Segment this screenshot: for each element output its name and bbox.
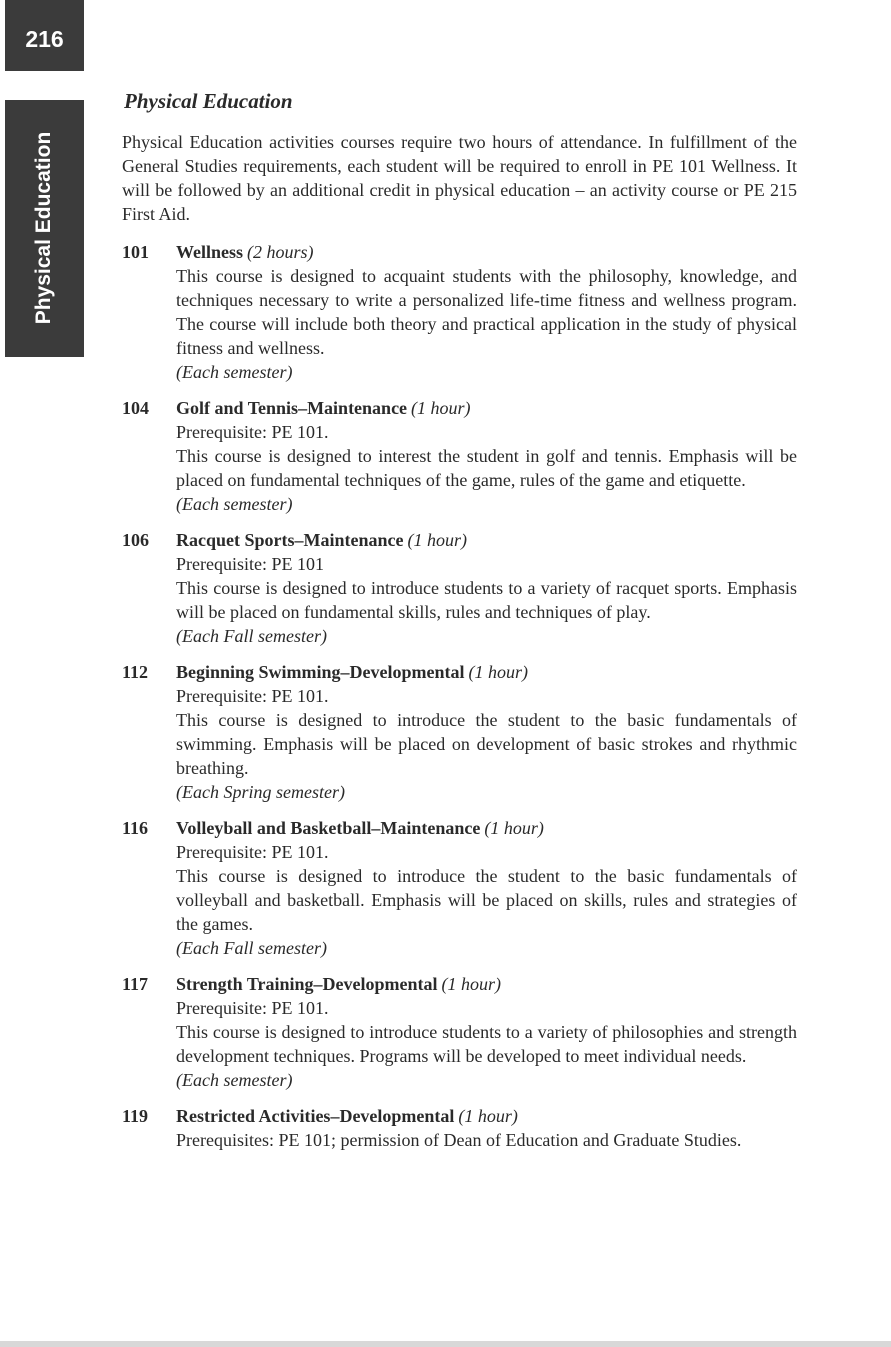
course-number: 112	[122, 662, 149, 682]
course-entry	[122, 396, 797, 516]
course-schedule: (Each Spring semester)	[176, 782, 345, 802]
course-description: This course is designed to introduce the student to the basic fundamentals of swimming. Emphasis will be placed on development of basic strokes and rhythmic breathing.	[176, 710, 797, 778]
course-title: Volleyball and Basketball–Maintenance	[176, 818, 481, 838]
course-schedule: (Each semester)	[176, 494, 293, 514]
course-description: This course is designed to acquaint students with the philosophy, knowledge, and techniques necessary to write a personalized life-time fitness and wellness program. The course will include both theory and practical application in the study of physical fitness and wellness.	[176, 266, 797, 358]
course-entry	[122, 528, 797, 648]
course-entry	[122, 660, 797, 804]
course-number: 116	[122, 818, 149, 838]
course-heading	[122, 660, 797, 684]
course-schedule: (Each semester)	[176, 1070, 293, 1090]
page-number-tab	[5, 0, 84, 71]
course-prerequisite: Prerequisites: PE 101; permission of Dean of Education and Graduate Studies.	[176, 1130, 742, 1150]
course-heading	[122, 1104, 797, 1128]
course-list	[122, 240, 797, 1152]
course-body	[176, 840, 797, 960]
course-body	[176, 264, 797, 384]
course-heading	[122, 396, 797, 420]
course-prerequisite: Prerequisite: PE 101	[176, 554, 324, 574]
course-hours: (1 hour)	[441, 974, 502, 994]
course-title: Wellness	[176, 242, 244, 262]
course-body	[176, 1128, 797, 1152]
page-title: Physical Education	[124, 89, 293, 113]
course-title: Strength Training–Developmental	[176, 974, 438, 994]
course-body	[176, 684, 797, 804]
section-tab	[5, 100, 84, 357]
course-entry	[122, 972, 797, 1092]
course-number: 117	[122, 974, 149, 994]
intro-paragraph: Physical Education activities courses require two hours of attendance. In fulfillment of the General Studies requirements, each student will be required to enroll in PE 101 Wellness. It will be followed by an additional credit in physical education – an activity course or PE 215 First Aid.	[122, 132, 797, 224]
course-prerequisite: Prerequisite: PE 101.	[176, 998, 329, 1018]
course-heading	[122, 816, 797, 840]
course-entry	[122, 240, 797, 384]
page-bottom-edge	[0, 1341, 891, 1347]
course-description: This course is designed to interest the student in golf and tennis. Emphasis will be placed on fundamental techniques of the game, rules of the game and etiquette.	[176, 446, 797, 490]
course-hours: (1 hour)	[407, 530, 467, 550]
course-title: Golf and Tennis–Maintenance	[176, 398, 408, 418]
course-entry	[122, 1104, 797, 1152]
course-description: This course is designed to introduce the student to the basic fundamentals of volleyball and basketball. Emphasis will be placed on skills, rules and strategies of the games.	[176, 866, 797, 934]
course-title: Racquet Sports–Maintenance	[176, 530, 404, 550]
course-number: 104	[122, 398, 149, 418]
course-heading	[122, 240, 797, 264]
course-schedule: (Each semester)	[176, 362, 293, 382]
course-title: Beginning Swimming–Developmental	[176, 662, 465, 682]
page-content	[122, 86, 797, 1164]
course-hours: (2 hours)	[247, 242, 314, 262]
course-hours: (1 hour)	[484, 818, 544, 838]
course-prerequisite: Prerequisite: PE 101.	[176, 422, 329, 442]
course-number: 101	[122, 242, 149, 262]
course-heading	[122, 528, 797, 552]
course-body	[176, 996, 797, 1092]
course-number: 106	[122, 530, 149, 550]
course-entry	[122, 816, 797, 960]
course-body	[176, 552, 797, 648]
course-body	[176, 420, 797, 516]
course-hours: (1 hour)	[458, 1106, 518, 1126]
course-schedule: (Each Fall semester)	[176, 938, 327, 958]
course-heading	[122, 972, 797, 996]
course-schedule: (Each Fall semester)	[176, 626, 327, 646]
course-prerequisite: Prerequisite: PE 101.	[176, 686, 329, 706]
course-hours: (1 hour)	[468, 662, 529, 682]
course-description: This course is designed to introduce students to a variety of racquet sports. Emphasis will be placed on fundamental skills, rules and techniques of play.	[176, 578, 797, 622]
course-title: Restricted Activities–Developmental	[176, 1106, 455, 1126]
course-hours: (1 hour)	[411, 398, 471, 418]
page-number: 216	[25, 26, 64, 52]
course-description: This course is designed to introduce students to a variety of philosophies and strength development techniques. Programs will be developed to meet individual needs.	[176, 1022, 797, 1066]
course-number: 119	[122, 1106, 149, 1126]
section-tab-label: Physical Education	[32, 131, 55, 325]
course-prerequisite: Prerequisite: PE 101.	[176, 842, 329, 862]
